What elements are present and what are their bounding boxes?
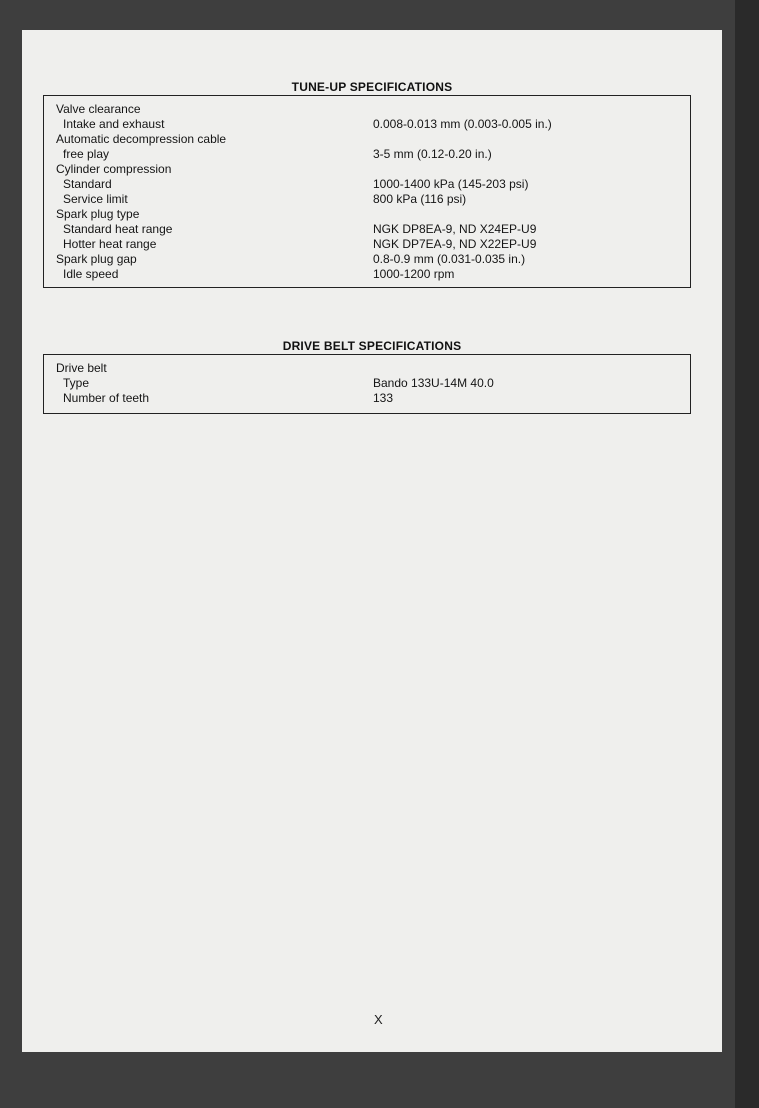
row-value: 133 [373, 391, 394, 405]
row-value: 1000-1200 rpm [373, 267, 455, 281]
page-number: X [374, 1012, 383, 1027]
table-row [44, 391, 690, 406]
row-value: NGK DP8EA-9, ND X24EP-U9 [373, 222, 537, 236]
row-label: Number of teeth [63, 391, 150, 405]
row-value: 800 kPa (116 psi) [373, 192, 467, 206]
drivebelt-title: DRIVE BELT SPECIFICATIONS [282, 339, 462, 353]
row-label: Valve clearance [56, 102, 141, 116]
table-row [44, 192, 690, 207]
row-label: Standard [63, 177, 112, 191]
table-row [44, 162, 690, 177]
row-label: Intake and exhaust [63, 117, 165, 131]
row-value: 3-5 mm (0.12-0.20 in.) [373, 147, 492, 161]
table-row [44, 361, 690, 376]
row-label: Idle speed [63, 267, 119, 281]
table-row [44, 376, 690, 391]
row-value: NGK DP7EA-9, ND X22EP-U9 [373, 237, 537, 251]
drivebelt-table [43, 354, 691, 414]
row-label: Spark plug type [56, 207, 140, 221]
row-value: 1000-1400 kPa (145-203 psi) [373, 177, 529, 191]
tuneup-table [43, 95, 691, 288]
table-row [44, 147, 690, 162]
table-row [44, 222, 690, 237]
table-row [44, 132, 690, 147]
row-value: Bando 133U-14M 40.0 [373, 376, 494, 390]
row-value: 0.8-0.9 mm (0.031-0.035 in.) [373, 252, 526, 266]
row-value: 0.008-0.013 mm (0.003-0.005 in.) [373, 117, 552, 131]
row-label: Drive belt [56, 361, 107, 375]
table-row [44, 177, 690, 192]
scan-border [735, 0, 759, 1108]
row-label: Automatic decompression cable [56, 132, 227, 146]
table-row [44, 237, 690, 252]
row-label: Standard heat range [63, 222, 173, 236]
row-label: free play [63, 147, 110, 161]
document-page [22, 30, 722, 1052]
table-row [44, 267, 690, 282]
row-label: Spark plug gap [56, 252, 137, 266]
table-row [44, 102, 690, 117]
table-row [44, 207, 690, 222]
row-label: Type [63, 376, 90, 390]
table-row [44, 252, 690, 267]
table-row [44, 117, 690, 132]
row-label: Hotter heat range [63, 237, 157, 251]
tuneup-title: TUNE-UP SPECIFICATIONS [291, 80, 453, 94]
row-label: Service limit [63, 192, 128, 206]
row-label: Cylinder compression [56, 162, 172, 176]
